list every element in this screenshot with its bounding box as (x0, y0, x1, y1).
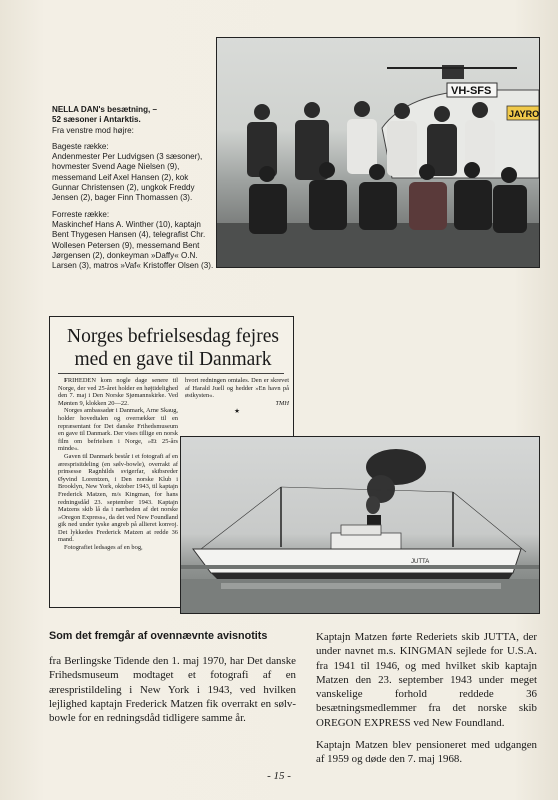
clipping-paragraph-1: RIHEDEN kom nogle dage senere til Norge, der ved 25-året holder en højtidelighed den 7. maj i Den Norske Sjømannskirke. Ved Mønten 9, klokken 20—22. (58, 377, 178, 407)
helicopter-registration: VH-SFS (451, 85, 492, 97)
helicopter-label: JAYRO (509, 109, 539, 119)
clipping-column-1 (58, 377, 178, 552)
page-number: - 15 - (267, 770, 291, 782)
caption-intro: Fra venstre mod højre: (52, 125, 134, 135)
clipping-headline: Norges befrielsesdag fejres med en gave til Danmark (67, 326, 279, 370)
clipping-column-2 (185, 377, 289, 416)
clipping-column-2-text: hvori redningen omtales. Den er skrevet af Harald Juell og hedder »En havn på østkysten«. (185, 377, 289, 400)
ship-photo-graphic (181, 437, 539, 613)
clipping-paragraph-2: Norges ambassadør i Danmark, Arne Skaug, holder hovedtalen og overrækker til en repræsentant for Det danske Frihedsmuseum en gave til Danmark. Der vises tillige en norsk film om befrielsen i Norge, »Et 25-års minde«. (58, 407, 178, 453)
caption-title-line-1: NELLA DAN's besætning, – (52, 105, 158, 114)
article-right-paragraph-2: Kaptajn Matzen blev pensioneret med udgangen af 1959 og døde den 7. maj 1968. (316, 739, 537, 766)
ship-name-on-hull: JUTTA (411, 559, 430, 565)
article-subhead: Som det fremgår af ovennævnte avisnotits (49, 630, 268, 642)
clipping-drop-cap: F (64, 377, 68, 384)
crew-photo-graphic (217, 38, 539, 267)
caption-title-line-2: 52 sæsoner i Antarktis. (52, 115, 141, 125)
clipping-paragraph-3: Gaven til Danmark består i et fotografi af en æresprisitdeling (en sølv-bowle), overrakt af prinsesse Ragnhilds svigerfar, skibsreder Øyvind Lorentzen, i Den norske Klub i Brooklyn, New York, oktober 1943, til kaptajn Frederick Matzen, m/s Kingman, for hans redningsdåd 23. september 1943. Kaptajn Matzens skib lå da i nærheden af det norske »Oregon Express«, da det ved New Foundland gik ned under tyske angreb på allieret konvoj. Det lykkedes Frederick Matzen at redde 36 mand. (58, 452, 178, 544)
clipping-paragraph-4: Fotografiet ledsages af en bog, (64, 544, 143, 552)
caption-back-row-label: Bageste række: (52, 141, 109, 151)
ship-photo (180, 436, 540, 614)
clipping-rule (58, 373, 284, 374)
crew-photo (216, 37, 540, 268)
crew-photo-caption (52, 105, 214, 271)
clipping-signature: TMH (275, 399, 289, 407)
clipping-star: ★ (234, 408, 240, 416)
article-right-column (316, 630, 537, 767)
article-left-text: fra Berlingske Tidende den 1. maj 1970, har Det danske Frihedsmuseum modtaget et fotografi af en ærespristildeling i New York i 1943, ved hvilken lejlighed kaptajn Frederick Matzen fik overrakt en sølv-bowle for en redningsdåd tidligere samme år. (49, 655, 296, 725)
caption-back-row-text: Andenmester Per Ludvigsen (3 sæsoner), hovmester Svend Aage Nielsen (9), messemand Leif Axel Hansen (2), kok Gunnar Christensen (2), ungkok Freddy Jensen (2), bager Finn Thomassen (3). (52, 152, 203, 203)
caption-front-row-label: Forreste række: (52, 209, 110, 219)
caption-front-row-text: Maskinchef Hans A. Winther (10), kaptajn Bent Thygesen Hansen (4), telegrafist Chr. Wollesen Petersen (9), messemand Bent Jørgensen (2), donkeyman »Daffy« O.N. Larsen (3), matros »Vaf« Kristoffer Olsen (3). (52, 219, 214, 271)
article-right-paragraph-1: Kaptajn Matzen førte Rederiets skib JUTTA, der under navnet m.s. KINGMAN sejlede for U.S.A. fra 1941 til 1946, og med hvilket skib kaptajn Matzen den 23. september 1943 under meget vanskelige forhold reddede 36 besætningsmedlemmer fra det norske skib OREGON EXPRESS ved New Foundland. (316, 631, 537, 729)
article-left-column (49, 654, 296, 725)
